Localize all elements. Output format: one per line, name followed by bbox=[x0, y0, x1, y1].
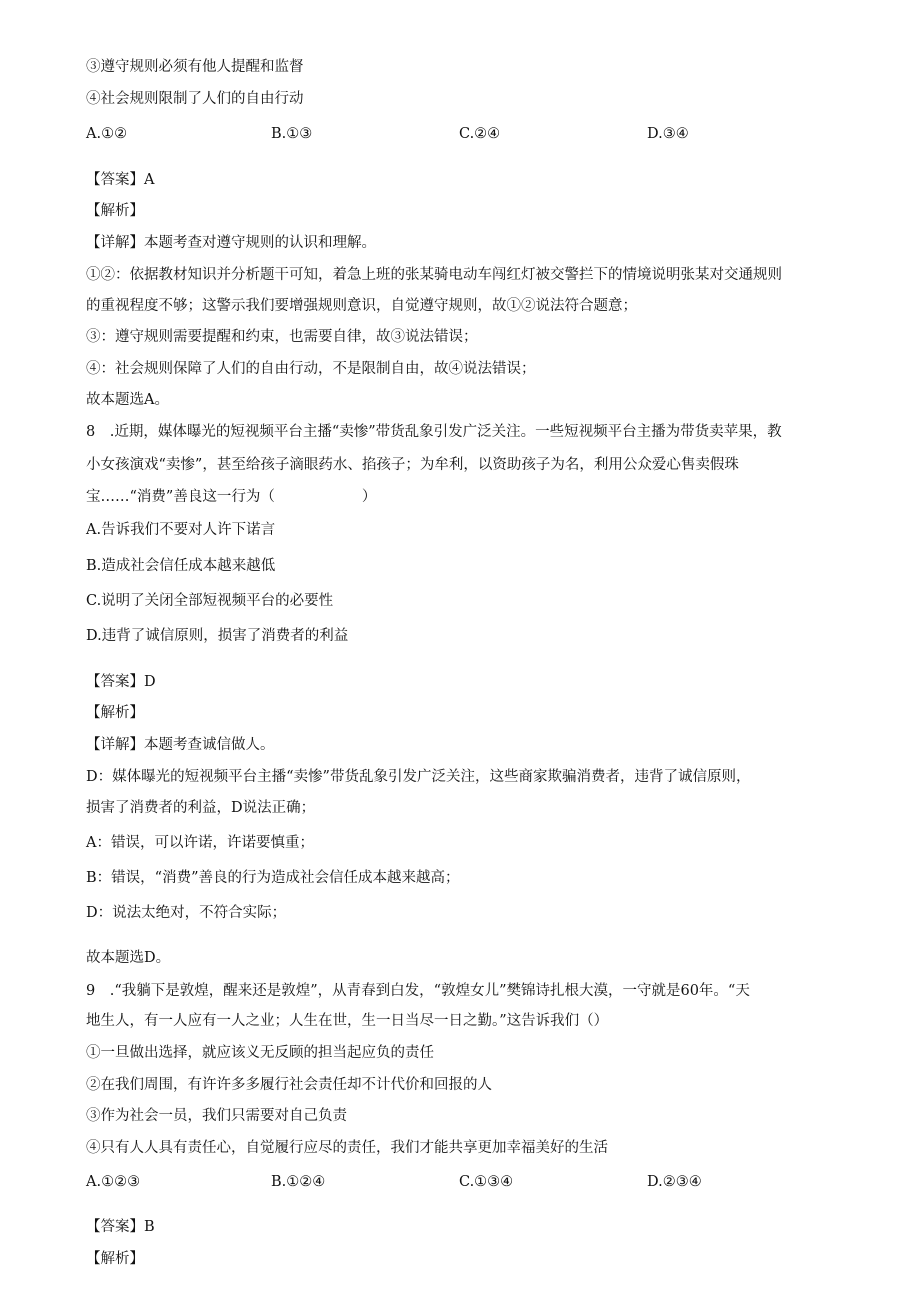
option-d: D.③④ bbox=[647, 126, 689, 142]
option-c: C.说明了关闭全部短视频平台的必要性 bbox=[86, 593, 334, 609]
explanation-line: 的重视程度不够；这警示我们要增强规则意识，自觉遵守规则，故①②说法符合题意； bbox=[86, 298, 637, 314]
statement-3: ③作为社会一员，我们只需要对自己负责 bbox=[86, 1108, 347, 1124]
statement-4: ④只有人人具有责任心，自觉履行应尽的责任，我们才能共享更加幸福美好的生活 bbox=[86, 1140, 608, 1156]
analysis-tag: 【解析】 bbox=[86, 705, 144, 721]
answer-tag: 【答案】 bbox=[86, 674, 144, 690]
answer-line bbox=[86, 170, 154, 190]
answer-tag: 【答案】 bbox=[86, 1219, 144, 1235]
answer-line bbox=[86, 672, 156, 692]
explanation-line: 损害了消费者的利益，D说法正确； bbox=[86, 800, 316, 816]
option-a: A.告诉我们不要对人许下诺言 bbox=[86, 522, 276, 538]
option-b: B.①③ bbox=[271, 126, 313, 142]
question-8-stem: 宝……“消费”善良这一行为（ ） bbox=[86, 489, 377, 505]
answer-line bbox=[86, 1217, 155, 1237]
statement-3: ③遵守规则必须有他人提醒和监督 bbox=[86, 59, 304, 75]
question-8-stem: 小女孩演戏“卖惨”，甚至给孩子滴眼药水、掐孩子；为牟利，以资助孩子为名，利用公众爱心售卖假珠 bbox=[86, 457, 739, 473]
analysis-tag: 【解析】 bbox=[86, 1251, 144, 1267]
option-b: B.造成社会信任成本越来越低 bbox=[86, 558, 276, 574]
explanation-line: ③：遵守规则需要提醒和约束，也需要自律，故③说法错误； bbox=[86, 329, 478, 345]
answer-value: A bbox=[144, 172, 155, 188]
statement-1: ①一旦做出选择，就应该义无反顾的担当起应负的责任 bbox=[86, 1045, 434, 1061]
question-8-stem: 8 .近期，媒体曝光的短视频平台主播“卖惨”带货乱象引发广泛关注。一些短视频平台主播为带货卖苹果，教 bbox=[86, 424, 782, 440]
detail-line: 【详解】本题考查诚信做人。 bbox=[86, 737, 275, 753]
option-a: A.①② bbox=[86, 126, 128, 142]
option-d: D.②③④ bbox=[647, 1174, 702, 1190]
question-9-stem: 地生人，有一人应有一人之业；人生在世，生一日当尽一日之勤。”这告诉我们（） bbox=[86, 1013, 609, 1029]
option-c: C.②④ bbox=[459, 126, 501, 142]
analysis-tag: 【解析】 bbox=[86, 203, 144, 219]
question-9-stem: 9 .“我躺下是敦煌，醒来还是敦煌”，从青春到白发，“敦煌女儿”樊锦诗扎根大漠，一守就是60年。“天 bbox=[86, 983, 750, 999]
explanation-line: B：错误，“消费”善良的行为造成社会信任成本越来越高； bbox=[86, 870, 460, 886]
detail-line: 【详解】本题考查对遵守规则的认识和理解。 bbox=[86, 235, 376, 251]
option-c: C.①③④ bbox=[459, 1174, 514, 1190]
answer-tag: 【答案】 bbox=[86, 172, 144, 188]
explanation-line: ①②：依据教材知识并分析题干可知，着急上班的张某骑电动车闯红灯被交警拦下的情境说明张某对交通规则 bbox=[86, 267, 782, 283]
explanation-line: D：媒体曝光的短视频平台主播“卖惨”带货乱象引发广泛关注，这些商家欺骗消费者，违背了诚信原则， bbox=[86, 769, 751, 785]
answer-value: B bbox=[144, 1219, 155, 1235]
statement-2: ②在我们周围，有许许多多履行社会责任却不计代价和回报的人 bbox=[86, 1077, 492, 1093]
statement-4: ④社会规则限制了人们的自由行动 bbox=[86, 91, 304, 107]
answer-value: D bbox=[144, 674, 156, 690]
explanation-line: D：说法太绝对，不符合实际； bbox=[86, 905, 287, 921]
explanation-line: A：错误，可以许诺，许诺要慎重； bbox=[86, 835, 314, 851]
conclusion-line: 故本题选D。 bbox=[86, 950, 171, 966]
option-b: B.①②④ bbox=[271, 1174, 326, 1190]
conclusion-line: 故本题选A。 bbox=[86, 392, 169, 408]
option-d: D.违背了诚信原则，损害了消费者的利益 bbox=[86, 628, 349, 644]
option-a: A.①②③ bbox=[86, 1174, 141, 1190]
explanation-line: ④：社会规则保障了人们的自由行动，不是限制自由，故④说法错误； bbox=[86, 361, 536, 377]
